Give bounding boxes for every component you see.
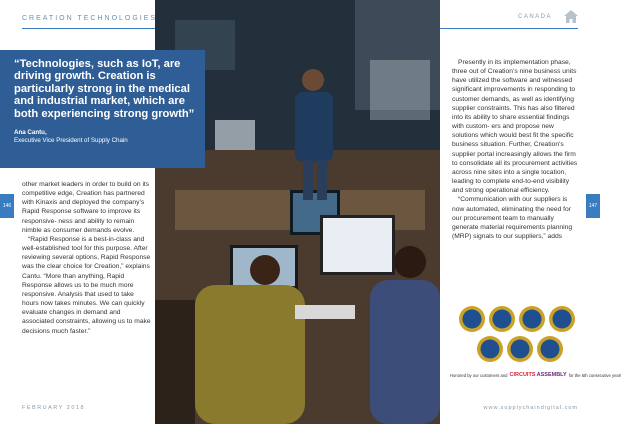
section-title: CREATION TECHNOLOGIES xyxy=(22,15,158,22)
header-divider-left xyxy=(22,28,155,29)
body-paragraph: other market leaders in order to build on its competitive edge, Creation has partnered with Kinaxis and deployed the company’s Rapid Response software to improve its responsive- ness and ability to remain nimble as consumer demands evolve. xyxy=(22,181,150,234)
award-caption-prefix: Honored by our customers and xyxy=(450,372,508,378)
pull-quote xyxy=(0,50,205,168)
body-paragraph: Presently in its implementation phase, three out of Creation’s nine business units have utilized the software and witnessed significant improvements in responding to customer demands, as well as identifying supplier constraints. This has also filtered into its ability to share essential findings with custom- ers and propose new solutions which would best fit the specific business situation. Further, Creation’s supplier portal increasingly allows the firm to consolidate all its procurement activities across nine sites into a single location, leading to complete end-to-end visibility and strong operational efficiency. xyxy=(452,59,578,195)
award-badge-icon xyxy=(549,306,575,332)
left-body-column xyxy=(22,180,152,336)
page-number-right: 147 xyxy=(586,194,600,218)
pull-quote-role: Executive Vice President of Supply Chain xyxy=(14,137,128,145)
award-caption-suffix: for the 5th consecutive year! xyxy=(568,372,621,378)
issue-date: FEBRUARY 2018 xyxy=(22,405,86,411)
award-badge-icon xyxy=(477,336,503,362)
pull-quote-text: “Technologies, such as IoT, are driving growth. Creation is particularly strong in the medical and industrial market, which are both experiencing strong growth” xyxy=(14,58,195,120)
award-badge-icon xyxy=(489,306,515,332)
award-badges xyxy=(458,303,576,367)
body-paragraph: “Communication with our suppliers is now automated, eliminating the need for our procurement team to manually generate material requirements planning (MRP) signals to our suppliers,” adds xyxy=(452,196,573,240)
pull-quote-author: Ana Cantu, xyxy=(14,129,47,137)
logo-line-assembly: ASSEMBLY xyxy=(536,372,567,378)
award-badge-icon xyxy=(507,336,533,362)
body-paragraph: “Rapid Response is a best-in-class and well-established tool for this purpose. After reviewing several options, Rapid Response was the clear choice for Creation,” explains Cantu. “More than anything, Rapid Response allows us to be much more responsive. Analysis that used to take hours now takes minutes. We can quickly evaluate changes in demand and associated constraints, allowing us to make decisions much faster.” xyxy=(22,235,151,335)
country-label: CANADA xyxy=(517,14,552,20)
home-icon[interactable] xyxy=(564,10,578,23)
award-badge-icon xyxy=(459,306,485,332)
page-number-left: 146 xyxy=(0,194,14,218)
award-badge-icon xyxy=(519,306,545,332)
award-badge-icon xyxy=(537,336,563,362)
award-caption xyxy=(450,372,621,378)
header-divider-right xyxy=(440,28,578,29)
circuits-assembly-logo xyxy=(510,372,567,378)
logo-line-circuits: CIRCUITS xyxy=(509,372,536,378)
website-link[interactable]: www.supplychaindigital.com xyxy=(483,405,578,411)
right-body-column xyxy=(452,58,580,241)
